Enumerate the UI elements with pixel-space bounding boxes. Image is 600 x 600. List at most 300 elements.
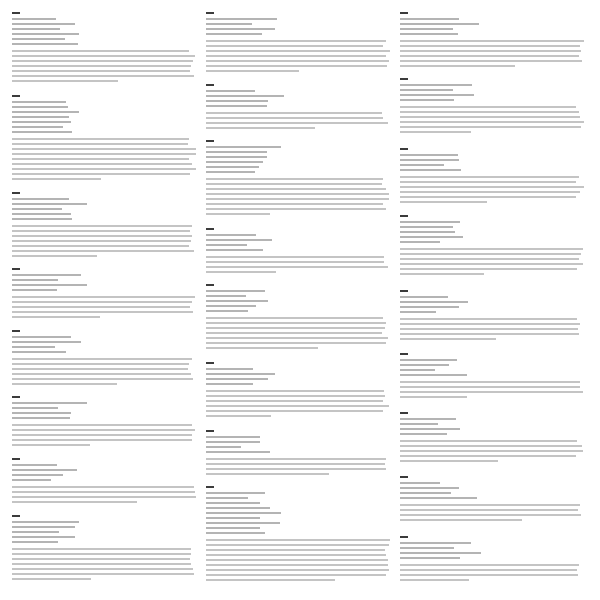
field-line xyxy=(206,441,260,443)
paragraph-line xyxy=(12,573,194,575)
paragraph-line xyxy=(12,138,189,140)
paragraph-line xyxy=(400,381,580,383)
field-line xyxy=(12,121,71,123)
entry-number xyxy=(206,140,214,142)
field-line xyxy=(12,106,68,108)
field-line xyxy=(206,23,252,25)
paragraph-line xyxy=(400,519,522,521)
field-line xyxy=(400,552,481,554)
paragraph-line xyxy=(400,50,581,52)
field-line xyxy=(206,502,260,504)
paragraph-line xyxy=(12,178,101,180)
paragraph-line xyxy=(12,65,191,67)
field-line xyxy=(400,99,454,101)
entry-number xyxy=(12,330,20,332)
field-line xyxy=(400,18,459,20)
paragraph-line xyxy=(12,225,192,227)
field-line xyxy=(206,383,253,385)
paragraph-line xyxy=(206,122,388,124)
paragraph-line xyxy=(206,347,318,349)
paragraph-line xyxy=(12,496,196,498)
paragraph-line xyxy=(400,201,487,203)
entry xyxy=(206,228,392,280)
paragraph-line xyxy=(206,405,389,407)
paragraph-line xyxy=(206,317,383,319)
field-line xyxy=(400,433,447,435)
paragraph-line xyxy=(206,395,385,397)
paragraph-line xyxy=(206,127,315,129)
text-column xyxy=(12,0,198,600)
paragraph-line xyxy=(400,106,576,108)
field-line xyxy=(12,336,71,338)
paragraph-line xyxy=(12,434,192,436)
paragraph-line xyxy=(206,458,386,460)
paragraph-line xyxy=(206,463,385,465)
paragraph-line xyxy=(400,263,583,265)
paragraph-line xyxy=(12,168,196,170)
entry-number xyxy=(206,430,214,432)
field-line xyxy=(206,33,262,35)
field-line xyxy=(400,159,459,161)
paragraph-line xyxy=(206,539,390,541)
paragraph-line xyxy=(400,318,577,320)
entry-number xyxy=(206,84,214,86)
paragraph-line xyxy=(12,50,189,52)
paragraph-line xyxy=(206,564,388,566)
paragraph-line xyxy=(12,558,190,560)
field-line xyxy=(12,198,69,200)
entry xyxy=(400,148,586,211)
field-line xyxy=(206,300,268,302)
paragraph-line xyxy=(12,311,193,313)
field-line xyxy=(206,90,255,92)
paragraph-line xyxy=(206,549,385,551)
paragraph-line xyxy=(12,301,192,303)
paragraph-line xyxy=(12,424,192,426)
paragraph-line xyxy=(400,338,496,340)
paragraph-line xyxy=(400,248,583,250)
field-line xyxy=(400,33,458,35)
paragraph-line xyxy=(206,468,386,470)
paragraph-line xyxy=(206,203,383,205)
field-line xyxy=(206,305,256,307)
paragraph-line xyxy=(400,460,498,462)
field-line xyxy=(12,131,72,133)
paragraph-line xyxy=(206,60,389,62)
paragraph-line xyxy=(12,491,195,493)
field-line xyxy=(400,497,477,499)
paragraph-line xyxy=(400,116,580,118)
entry xyxy=(12,458,198,511)
field-line xyxy=(400,226,453,228)
field-line xyxy=(206,517,260,519)
paragraph-line xyxy=(12,306,190,308)
field-line xyxy=(12,469,77,471)
field-line xyxy=(206,239,272,241)
paragraph-line xyxy=(12,316,100,318)
paragraph-line xyxy=(206,45,383,47)
entry-number xyxy=(12,458,20,460)
paragraph-line xyxy=(206,198,389,200)
paragraph-line xyxy=(400,569,577,571)
paragraph-line xyxy=(400,121,584,123)
paragraph-line xyxy=(206,208,386,210)
field-line xyxy=(206,95,284,97)
entry-number xyxy=(206,228,214,230)
field-line xyxy=(400,28,453,30)
field-line xyxy=(400,231,455,233)
field-line xyxy=(12,33,79,35)
paragraph-line xyxy=(400,445,582,447)
paragraph-line xyxy=(400,181,576,183)
paragraph-line xyxy=(400,131,471,133)
paragraph-line xyxy=(12,578,91,580)
field-line xyxy=(206,310,248,312)
paragraph-line xyxy=(400,323,580,325)
paragraph-line xyxy=(206,544,389,546)
entry-number xyxy=(400,290,408,292)
paragraph-line xyxy=(206,213,270,215)
field-line xyxy=(12,43,78,45)
entry xyxy=(400,290,586,349)
paragraph-line xyxy=(12,383,117,385)
field-line xyxy=(206,105,267,107)
field-line xyxy=(400,487,459,489)
field-line xyxy=(12,38,65,40)
paragraph-line xyxy=(206,579,335,581)
field-line xyxy=(12,521,79,523)
field-line xyxy=(12,111,79,113)
field-line xyxy=(12,531,59,533)
paragraph-line xyxy=(12,378,193,380)
field-line xyxy=(206,244,247,246)
entry xyxy=(400,215,586,286)
paragraph-line xyxy=(12,158,189,160)
field-line xyxy=(12,474,63,476)
entry xyxy=(400,476,586,532)
field-line xyxy=(206,171,255,173)
paragraph-line xyxy=(12,568,193,570)
paragraph-line xyxy=(12,553,191,555)
paragraph-line xyxy=(12,439,192,441)
field-line xyxy=(12,346,55,348)
paragraph-line xyxy=(400,391,583,393)
paragraph-line xyxy=(400,579,469,581)
entry xyxy=(400,353,586,408)
field-line xyxy=(400,359,457,361)
field-line xyxy=(12,341,81,343)
field-line xyxy=(12,126,63,128)
field-line xyxy=(400,374,467,376)
field-line xyxy=(12,541,58,543)
paragraph-line xyxy=(206,332,382,334)
paragraph-line xyxy=(206,342,386,344)
paragraph-line xyxy=(206,554,386,556)
field-line xyxy=(206,100,268,102)
entry-number xyxy=(206,284,214,286)
entry xyxy=(206,430,392,482)
field-line xyxy=(12,464,57,466)
field-line xyxy=(12,213,71,215)
paragraph-line xyxy=(206,327,385,329)
field-line xyxy=(206,527,260,529)
paragraph-line xyxy=(206,415,271,417)
field-line xyxy=(400,23,479,25)
field-line xyxy=(12,101,66,103)
paragraph-line xyxy=(12,563,191,565)
entry xyxy=(400,78,586,144)
paragraph-line xyxy=(400,268,577,270)
field-line xyxy=(400,169,461,171)
entry-number xyxy=(400,353,408,355)
paragraph-line xyxy=(400,191,580,193)
paragraph-line xyxy=(206,50,390,52)
paragraph-line xyxy=(206,390,384,392)
field-line xyxy=(400,492,451,494)
entry xyxy=(12,192,198,264)
paragraph-line xyxy=(400,111,579,113)
field-line xyxy=(400,301,468,303)
field-line xyxy=(400,418,456,420)
entry xyxy=(400,12,586,74)
field-line xyxy=(206,522,280,524)
field-line xyxy=(206,18,277,20)
field-line xyxy=(400,89,453,91)
paragraph-line xyxy=(206,261,384,263)
entry-number xyxy=(400,536,408,538)
field-line xyxy=(12,526,75,528)
paragraph-line xyxy=(12,153,196,155)
paragraph-line xyxy=(206,70,299,72)
paragraph-line xyxy=(12,80,118,82)
paragraph-line xyxy=(12,163,192,165)
field-line xyxy=(12,18,56,20)
entry xyxy=(400,412,586,472)
entry-number xyxy=(400,12,408,14)
paragraph-line xyxy=(206,569,389,571)
field-line xyxy=(206,249,263,251)
paragraph-line xyxy=(206,410,383,412)
field-line xyxy=(206,368,253,370)
field-line xyxy=(206,28,275,30)
field-line xyxy=(206,451,270,453)
paragraph-line xyxy=(400,450,583,452)
field-line xyxy=(206,151,267,153)
field-line xyxy=(12,536,75,538)
paragraph-line xyxy=(400,273,484,275)
paragraph-line xyxy=(206,40,386,42)
entry-number xyxy=(400,78,408,80)
field-line xyxy=(400,154,458,156)
paragraph-line xyxy=(400,176,579,178)
entry-number xyxy=(400,148,408,150)
entry xyxy=(400,536,586,590)
paragraph-line xyxy=(206,337,388,339)
paragraph-line xyxy=(12,240,191,242)
field-line xyxy=(12,412,71,414)
field-line xyxy=(400,542,471,544)
text-column xyxy=(206,0,392,600)
field-line xyxy=(12,417,70,419)
field-line xyxy=(400,428,460,430)
field-line xyxy=(206,290,265,292)
entry xyxy=(206,140,392,224)
paragraph-line xyxy=(206,65,387,67)
paragraph-line xyxy=(12,55,195,57)
field-line xyxy=(206,492,265,494)
entry xyxy=(206,84,392,136)
paragraph-line xyxy=(12,245,189,247)
field-line xyxy=(12,284,87,286)
paragraph-line xyxy=(206,266,388,268)
field-line xyxy=(206,378,268,380)
field-line xyxy=(12,274,81,276)
entry-number xyxy=(206,362,214,364)
paragraph-line xyxy=(400,196,576,198)
entry xyxy=(12,515,198,590)
paragraph-line xyxy=(400,186,584,188)
field-line xyxy=(12,279,58,281)
paragraph-line xyxy=(12,358,192,360)
field-line xyxy=(206,234,256,236)
entry-number xyxy=(12,268,20,270)
entry xyxy=(12,330,198,392)
text-column xyxy=(400,0,586,600)
field-line xyxy=(206,507,270,509)
paragraph-line xyxy=(12,429,195,431)
entry-number xyxy=(12,192,20,194)
field-line xyxy=(400,364,449,366)
paragraph-line xyxy=(400,65,515,67)
field-line xyxy=(206,166,259,168)
entry xyxy=(12,268,198,326)
field-line xyxy=(400,241,440,243)
paragraph-line xyxy=(206,256,384,258)
field-line xyxy=(12,289,57,291)
entry xyxy=(206,12,392,80)
paragraph-line xyxy=(12,255,97,257)
paragraph-line xyxy=(206,183,382,185)
paragraph-line xyxy=(400,258,579,260)
field-line xyxy=(12,116,69,118)
paragraph-line xyxy=(400,253,581,255)
paragraph-line xyxy=(400,396,467,398)
paragraph-line xyxy=(400,328,578,330)
paragraph-line xyxy=(400,509,578,511)
field-line xyxy=(206,446,241,448)
entry xyxy=(206,362,392,426)
paragraph-line xyxy=(12,548,191,550)
field-line xyxy=(400,306,459,308)
paragraph-line xyxy=(206,473,329,475)
field-line xyxy=(206,497,248,499)
paragraph-line xyxy=(400,55,579,57)
paragraph-line xyxy=(12,75,194,77)
paragraph-line xyxy=(12,373,191,375)
field-line xyxy=(206,161,263,163)
paragraph-line xyxy=(206,193,389,195)
paragraph-line xyxy=(12,486,194,488)
paragraph-line xyxy=(206,559,388,561)
field-line xyxy=(12,407,58,409)
paragraph-line xyxy=(12,368,188,370)
field-line xyxy=(206,436,260,438)
entry xyxy=(12,95,198,188)
entry-number xyxy=(12,95,20,97)
paragraph-line xyxy=(12,501,137,503)
paragraph-line xyxy=(400,504,580,506)
field-line xyxy=(400,84,472,86)
paragraph-line xyxy=(12,444,90,446)
paragraph-line xyxy=(12,148,196,150)
paragraph-line xyxy=(400,45,580,47)
field-line xyxy=(12,203,87,205)
paragraph-line xyxy=(12,235,192,237)
paragraph-line xyxy=(400,60,582,62)
entry-number xyxy=(400,476,408,478)
field-line xyxy=(400,557,460,559)
field-line xyxy=(400,369,435,371)
field-line xyxy=(400,221,460,223)
field-line xyxy=(12,208,62,210)
paragraph-line xyxy=(400,333,579,335)
field-line xyxy=(12,218,72,220)
entry-number xyxy=(400,412,408,414)
paragraph-line xyxy=(206,178,383,180)
entry xyxy=(206,284,392,358)
paragraph-line xyxy=(400,574,578,576)
paragraph-line xyxy=(400,386,580,388)
field-line xyxy=(400,94,474,96)
entry xyxy=(12,12,198,91)
field-line xyxy=(12,479,51,481)
paragraph-line xyxy=(12,60,193,62)
paragraph-line xyxy=(400,564,579,566)
paragraph-line xyxy=(12,70,190,72)
paragraph-line xyxy=(12,230,190,232)
paragraph-line xyxy=(12,143,188,145)
paragraph-line xyxy=(12,173,190,175)
field-line xyxy=(400,547,454,549)
field-line xyxy=(206,295,246,297)
entry-number xyxy=(206,486,214,488)
field-line xyxy=(206,532,265,534)
field-line xyxy=(206,146,281,148)
field-line xyxy=(206,373,275,375)
paragraph-line xyxy=(12,296,195,298)
paragraph-line xyxy=(400,455,576,457)
field-line xyxy=(400,164,444,166)
entry-number xyxy=(206,12,214,14)
paragraph-line xyxy=(206,117,383,119)
field-line xyxy=(206,512,281,514)
paragraph-line xyxy=(400,514,581,516)
entry-number xyxy=(12,515,20,517)
field-line xyxy=(400,423,438,425)
paragraph-line xyxy=(206,188,386,190)
paragraph-line xyxy=(400,440,577,442)
field-line xyxy=(400,311,436,313)
field-line xyxy=(206,156,267,158)
field-line xyxy=(12,23,75,25)
entry-number xyxy=(400,215,408,217)
field-line xyxy=(12,402,87,404)
field-line xyxy=(400,296,448,298)
paragraph-line xyxy=(12,363,189,365)
paragraph-line xyxy=(206,271,276,273)
paragraph-line xyxy=(206,574,386,576)
paragraph-line xyxy=(400,40,584,42)
